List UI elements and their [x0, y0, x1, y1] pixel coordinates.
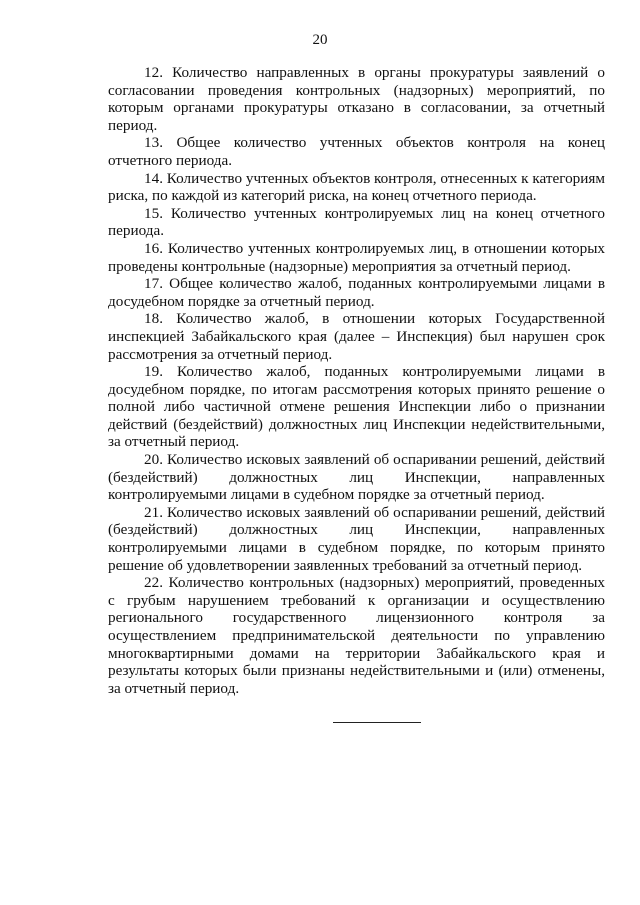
page-number: 20: [312, 32, 328, 48]
paragraph-14: 14. Количество учтенных объектов контроля, отнесенных к категориям риска, по каждой из категорий риска, на конец отчетного периода.: [108, 169, 605, 205]
paragraph-18: 18. Количество жалоб, в отношении которых Государственной инспекцией Забайкальского края (далее – Инспекция) был нарушен срок рассмотрения за отчетный период.: [108, 310, 605, 363]
paragraph-15: 15. Количество учтенных контролируемых лиц на конец отчетного периода.: [108, 204, 605, 240]
paragraph-17: 17. Общее количество жалоб, поданных контролируемыми лицами в досудебном порядке за отчетный период.: [108, 275, 605, 310]
paragraph-16: 16. Количество учтенных контролируемых лиц, в отношении которых проведены контрольные (надзорные) мероприятия за отчетный период.: [108, 239, 605, 275]
paragraph-19: 19. Количество жалоб, поданных контролируемыми лицами в досудебном порядке, по итогам рассмотрения которых принято решение о полной либо частичной отмене решения Инспекции либо о признании действий (бездействий) должностных лиц Инспекции недействительными, за отчетный период.: [108, 363, 605, 451]
paragraph-21: 21. Количество исковых заявлений об оспаривании решений, действий (бездействий) должностных лиц Инспекции, направленных контролируемыми лицами в судебном порядке, по которым принято решение об удовлетворении заявленных требований за отчетный период.: [108, 503, 605, 574]
end-separator-line: [333, 722, 421, 723]
paragraph-22: 22. Количество контрольных (надзорных) мероприятий, проведенных с грубым нарушением требований к организации и осуществлению регионального государственного лицензионного контроля за осуществлением предпринимательской деятельности по управлению многоквартирными домами на территории Забайкальского края и результаты которых были признаны недействительными и (или) отменены, за отчетный период.: [108, 574, 605, 697]
paragraph-12: 12. Количество направленных в органы прокуратуры заявлений о согласовании проведения контрольных (надзорных) мероприятий, по которым органами прокуратуры отказано в согласовании, за отчетный период.: [108, 64, 605, 134]
paragraph-20: 20. Количество исковых заявлений об оспаривании решений, действий (бездействий) должностных лиц Инспекции, направленных контролируемыми лицами в судебном порядке за отчетный период.: [108, 451, 605, 504]
paragraph-13: 13. Общее количество учтенных объектов контроля на конец отчетного периода.: [108, 134, 605, 169]
document-body: [108, 64, 605, 697]
